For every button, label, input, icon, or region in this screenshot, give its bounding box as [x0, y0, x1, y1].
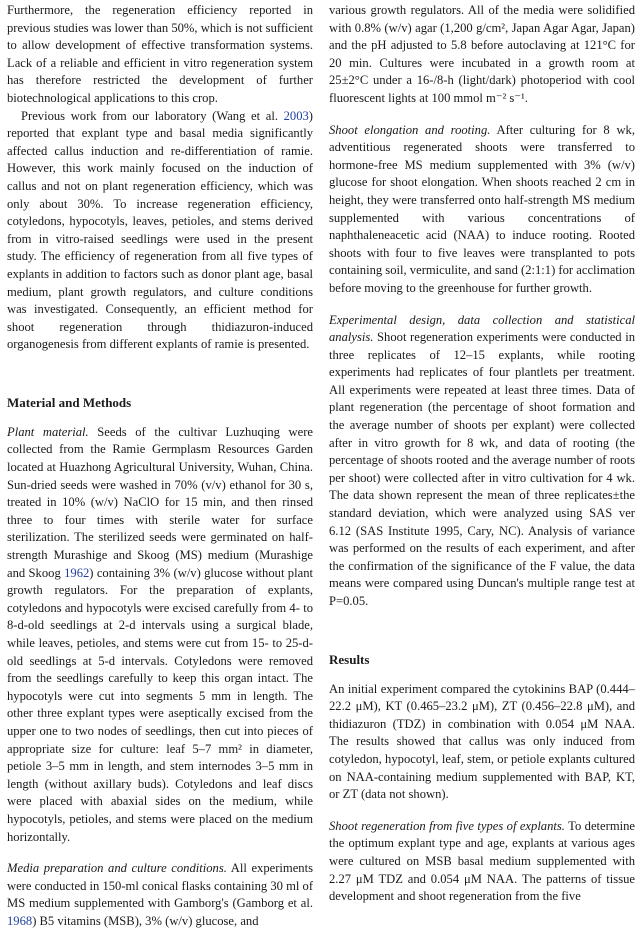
media-preparation-text-a: All experiments were conducted in 150-ml conical flasks containing 30 ml of MS medium supplemented with Gamborg's (Gamborg et al. — [7, 861, 314, 911]
left-column — [7, 2, 313, 931]
intro-paragraph-2 — [7, 108, 313, 354]
media-preparation-paragraph — [7, 860, 313, 930]
shoot-elongation-text: After culturing for 8 wk, adventitious regenerated shoots were transferred to hormone-free MS medium supplemented with 3% (w/v) glucose for shoot elongation. When shoots reached 2 cm in height, they were transferred onto half-strength MS medium supplemented with various concentrations of naphthaleneacetic acid (NAA) to induce rooting. Rooted shoots with four to five leaves were transplanted to pots containing soil, vermiculite, and sand (2:1:1) for acclimation before moving to the greenhouse for further growth. — [329, 122, 636, 295]
citation-link-2003[interactable]: 2003 — [283, 108, 309, 123]
experimental-design-text: Shoot regeneration experiments were conducted in three replicates of 12–15 explants, while rooting experiments had replicates of four plantlets per treatment. All experiments were repeated at least three times. Data of plant regeneration (the percentage of shoot formation and the average number of shoots per explant) were collected after in vitro growth for 8 wk, and data of rooting (the percentage of shoots rooted and the average number of roots per shoot) were collected after in vitro cultivation for 4 wk. The data shown represent the mean of three replicates±the standard deviation, which were analyzed using SAS ver 6.12 (SAS Institute 1995, Cary, NC). Analysis of variance was performed on the results of each experiment, and after the confirmation of the significance of the F value, the data means were compared using Duncan's multiple range test at P=0.05. — [329, 330, 635, 608]
section-heading-methods: Material and Methods — [7, 394, 132, 410]
experimental-design-paragraph — [329, 312, 635, 611]
citation-link-1968[interactable]: 1968 — [7, 913, 33, 928]
intro-text-b: ) reported that explant type and basal media significantly affected callus induction and re-differentiation of ramie. However, this work mainly focused on the induction of callus and not on plant regeneration efficiency, which was only about 30%. To increase regeneration efficiency, cotyledons, hypocotyls, leaves, petioles, and stems derived from in vitro-raised seedlings were used in the present study. The efficiency of regeneration from all five types of explants in addition to factors such as donor plant age, basal medium, plant growth regulators, and culture conditions was investigated. Consequently, an efficient method for shoot regeneration through thidiazuron-induced organogenesis from different explants of ramie is presented. — [7, 108, 313, 352]
shoot-elongation-paragraph — [329, 122, 635, 298]
plant-material-paragraph — [7, 424, 313, 846]
section-heading-results: Results — [329, 651, 370, 667]
media-preparation-text-b: ) B5 vitamins (MSB), 3% (w/v) glucose, and — [32, 913, 259, 928]
media-preparation-title: Media preparation and culture conditions. — [7, 861, 227, 876]
citation-link-1962[interactable]: 1962 — [64, 565, 90, 580]
plant-material-text-a: Seeds of the cultivar Luzhuqing were collected from the Ramie Germplasm Resources Garden located at Huazhong Agricultural University, Wuhan, China. Sun-dried seeds were washed in 70% (v/v) ethanol for 30 s, treated in 10% (w/v) NaClO for 15 min, and then rinsed three to four times with sterile water for surface sterilization. The sterilized seeds were germinated on half-strength Murashige and Skoog (MS) medium (Murashige and Skoog — [7, 424, 313, 580]
intro-paragraph-1: Furthermore, the regeneration efficiency reported in previous studies was lower than 50%, which is not sufficient to allow development of effective transformation systems. Lack of a reliable and efficient in vitro regeneration system has therefore restricted the development of further biotechnological applications to this crop. — [7, 3, 313, 105]
media-continued-paragraph: various growth regulators. All of the media were solidified with 0.8% (w/v) agar (1,200 g/cm², Japan Agar Agar, Japan) and the pH adjusted to 5.8 before autoclaving at 121°C for 20 min. Cultures were incubated in a growth room at 25±2°C under a 16-/8-h (light/dark) photoperiod with cool fluorescent lights at 100 mmol m⁻² s⁻¹. — [329, 3, 635, 105]
shoot-regeneration-title: Shoot regeneration from five types of explants. — [329, 818, 565, 833]
experimental-design-title: Experimental design, data collection and statistical analysis. — [329, 312, 635, 345]
intro-text-a: Previous work from our laboratory (Wang et al. — [21, 108, 284, 123]
results-paragraph-1: An initial experiment compared the cytokinins BAP (0.444–22.2 μM), KT (0.465–23.2 μM), ZT (0.456–22.8 μM), and thidiazuron (TDZ) in combination with 0.054 μM NAA. The results showed that callus was only induced from cotyledon, hypocotyl, leaf, stem, or petiole explants cultured on NAA-containing medium supplemented with BAP, KT, or ZT (data not shown). — [329, 681, 635, 802]
right-column — [329, 2, 635, 906]
shoot-elongation-title: Shoot elongation and rooting. — [329, 122, 491, 137]
shoot-regeneration-paragraph — [329, 818, 635, 906]
plant-material-text-b: ) containing 3% (w/v) glucose without plant growth regulators. For the preparation of explants, cotyledons and hypocotyls were excised carefully from 4- to 8-d-old seedlings at 2-d intervals using a surgical blade, while leaves, petioles, and stems were cut from 15- to 25-d-old seedlings at 5-d intervals. Cotyledons were removed from the seedlings carefully to keep this organ intact. The hypocotyls were cut into segments 5 mm in length. The other three explant types were aseptically excised from the upper one to two nodes of seedlings, then cut into pieces of appropriate size for culture: leaf 5–7 mm² in diameter, petiole 3–5 mm in length, and stem internodes 3–5 mm in length (without axillary buds). Cotyledons and leaf discs were placed with abaxial sides on the medium, while hypocotyls, petioles, and stems were placed on the medium horizontally. — [7, 565, 313, 844]
plant-material-title: Plant material. — [7, 424, 89, 439]
shoot-regeneration-text: To determine the optimum explant type and age, explants at various ages were cultured on MSB basal medium supplemented with 2.27 μM TDZ and 0.054 μM NAA. The patterns of tissue development and shoot regeneration from the five — [329, 818, 635, 904]
